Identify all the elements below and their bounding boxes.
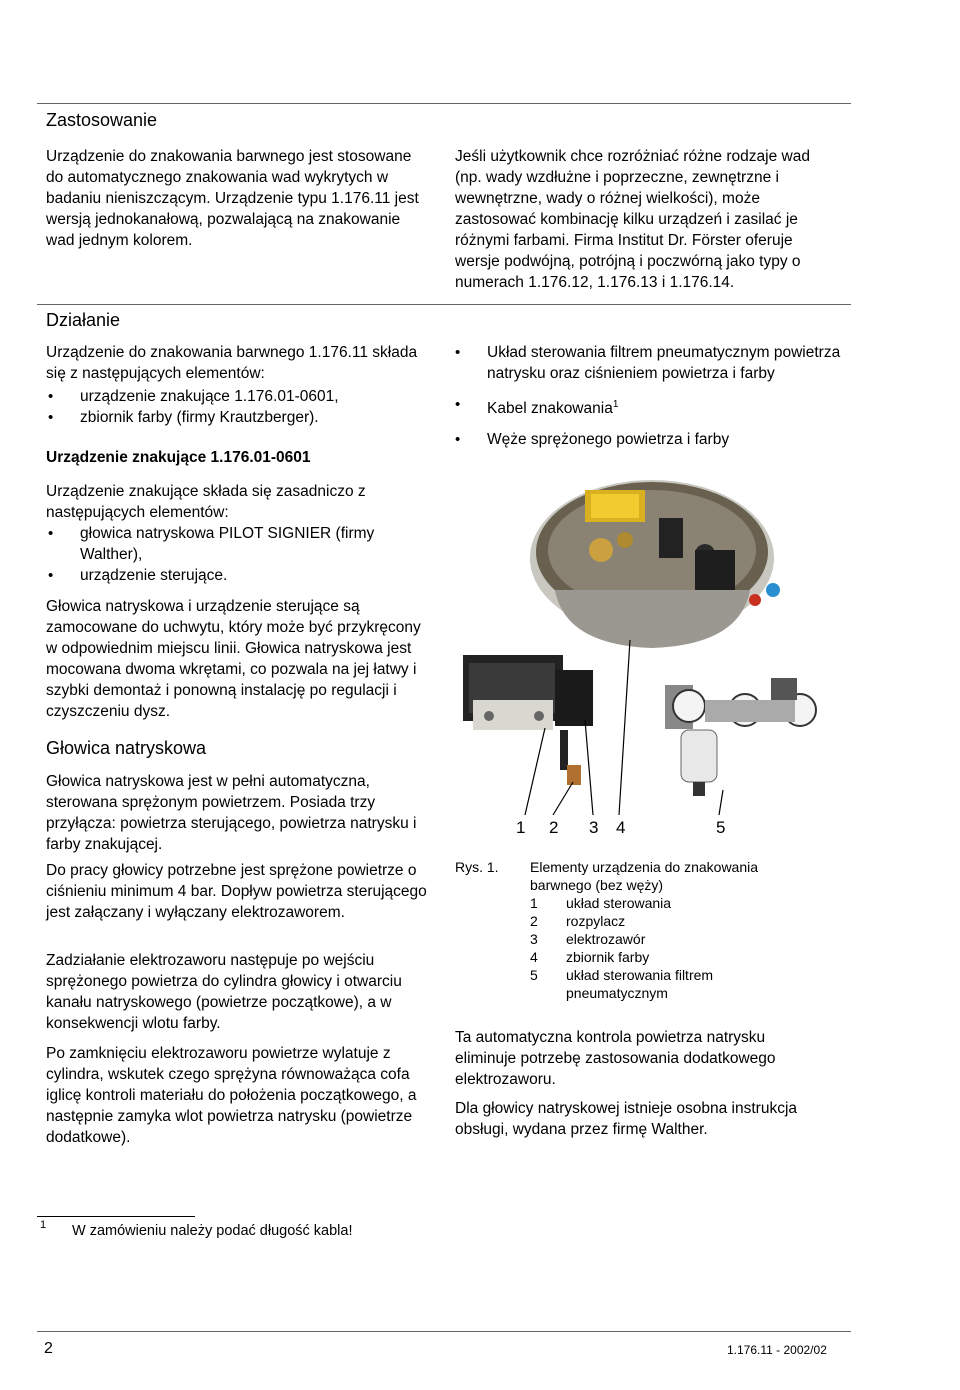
spray-head-paragraph-2: Do pracy głowicy potrzebne jest sprężone powietrze o ciśnieniu minimum 4 bar. Dopływ powietrza sterującego jest załączany i wyłączany elektrozaworem.	[46, 862, 427, 921]
list-item: • Węże sprężonego powietrza i farby	[455, 429, 845, 450]
auto-control-paragraph: Ta automatyczna kontrola powietrza natrysku eliminuje potrzebę zastosowania dodatkowego elektrozaworu.	[455, 1029, 776, 1088]
legend-item: 5 układ sterowania filtrem pneumatycznym	[530, 967, 714, 1001]
components-list-right	[455, 342, 845, 450]
document-code: 1.176.11 - 2002/02	[727, 1343, 827, 1357]
figure-caption: Elementy urządzenia do znakowania barwnego (bez węży)	[530, 859, 759, 893]
intro-paragraph: Urządzenie do znakowania barwnego jest stosowane do automatycznego znakowania wad wykrytych w badaniu nieniszczącym. Urządzenie typu 1.176.11 jest wersją jednokanałową, pozwalającą na znakowanie wad jednym kolorem.	[46, 148, 419, 249]
section-title-urzadzenie: Urządzenie znakujące 1.176.01-0601	[46, 449, 311, 466]
footnote-rule	[37, 1216, 195, 1217]
device-photo	[455, 470, 835, 822]
section-rule	[37, 304, 851, 305]
list-item: • zbiornik farby (firmy Krautzberger).	[48, 407, 433, 428]
legend-item: 1 układ sterowania	[530, 895, 672, 911]
top-rule	[37, 103, 851, 104]
spray-head-paragraph-1: Głowica natryskowa jest w pełni automatyczna, sterowana sprężonym powietrzem. Posiada trzy przyłącza: powietrza sterującego, powietrza natrysku i farby znakującej.	[46, 773, 417, 853]
section-title-zastosowanie: Zastosowanie	[46, 110, 158, 130]
footnote-ref: 1	[612, 399, 619, 410]
list-item: • urządzenie sterujące.	[48, 565, 433, 586]
legend-item: 3 elektrozawór	[530, 931, 646, 947]
components-list	[48, 386, 433, 428]
footnote-number: 1	[40, 1219, 47, 1231]
page-number: 2	[44, 1340, 53, 1357]
spray-head-paragraph-3: Zadziałanie elektrozaworu następuje po wejściu sprężonego powietrza do cylindra głowicy i otwarciu kanału natryskowego (powietrze początkowe), a w konsekwencji wlotu farby.	[46, 952, 402, 1032]
components-intro: Urządzenie do znakowania barwnego 1.176.11 składa się z następujących elementów:	[46, 344, 418, 382]
figure-label-5: 5	[716, 818, 726, 837]
list-item: • Układ sterowania filtrem pneumatycznym powietrza natrysku oraz ciśnieniem powietrza i farby	[455, 342, 845, 384]
paint-tank-image	[530, 480, 780, 648]
figure-number: Rys. 1.	[455, 859, 499, 875]
mounting-paragraph: Głowica natryskowa i urządzenie sterujące są zamocowane do uchwytu, który może być przykręcony w odpowiednim miejscu linii. Głowica natryskowa jest mocowana dwoma wkrętami, co pozwala na jej łatwy i szybki demontaż i ponowną instalację po regulacji i czyszczeniu dysz.	[46, 598, 421, 720]
footnote-text: W zamówieniu należy podać długość kabla!	[72, 1223, 353, 1239]
list-item: • urządzenie znakujące 1.176.01-0601,	[48, 386, 433, 407]
filter-regulator-image	[665, 678, 816, 796]
device-intro: Urządzenie znakujące składa się zasadniczo z następujących elementów:	[46, 483, 366, 521]
control-unit-image	[463, 655, 593, 785]
manual-paragraph: Dla głowicy natryskowej istnieje osobna instrukcja obsługi, wydana przez firmę Walther.	[455, 1100, 798, 1138]
legend-item: 2 rozpylacz	[530, 913, 626, 929]
figure-label-4: 4	[616, 818, 626, 837]
section-title-glowica: Głowica natryskowa	[46, 738, 207, 758]
list-item: • Kabel znakowania$^1$	[455, 394, 845, 419]
footer-rule	[37, 1331, 851, 1332]
legend-item: 4 zbiornik farby	[530, 949, 650, 965]
figure-label-1: 1	[516, 818, 526, 837]
device-components-list	[48, 523, 433, 586]
section-title-dzialanie: Działanie	[46, 310, 121, 330]
figure-label-3: 3	[589, 818, 599, 837]
variants-paragraph: Jeśli użytkownik chce rozróżniać różne rodzaje wad (np. wady wzdłużne i poprzeczne, zewnętrzne i wewnętrzne, wady o różnej wielkości), może zastosować kombinację kilku urządzeń i zasilać je różnymi farbami. Firma Institut Dr. Förster oferuje wersje podwójną, potrójną i poczwórną jako typy o numerach 1.176.12, 1.176.13 i 1.176.14.	[455, 148, 810, 291]
figure-legend	[530, 894, 830, 1002]
spray-head-paragraph-4: Po zamknięciu elektrozaworu powietrze wylatuje z cylindra, wskutek czego sprężyna równoważąca cofa iglicę kontroli materiału do położenia początkowego, a następnie zamyka wlot powietrza natrysku (powietrze dodatkowe).	[46, 1045, 417, 1146]
list-item: • głowica natryskowa PILOT SIGNIER (firmy Walther),	[48, 523, 433, 565]
figure-label-2: 2	[549, 818, 559, 837]
